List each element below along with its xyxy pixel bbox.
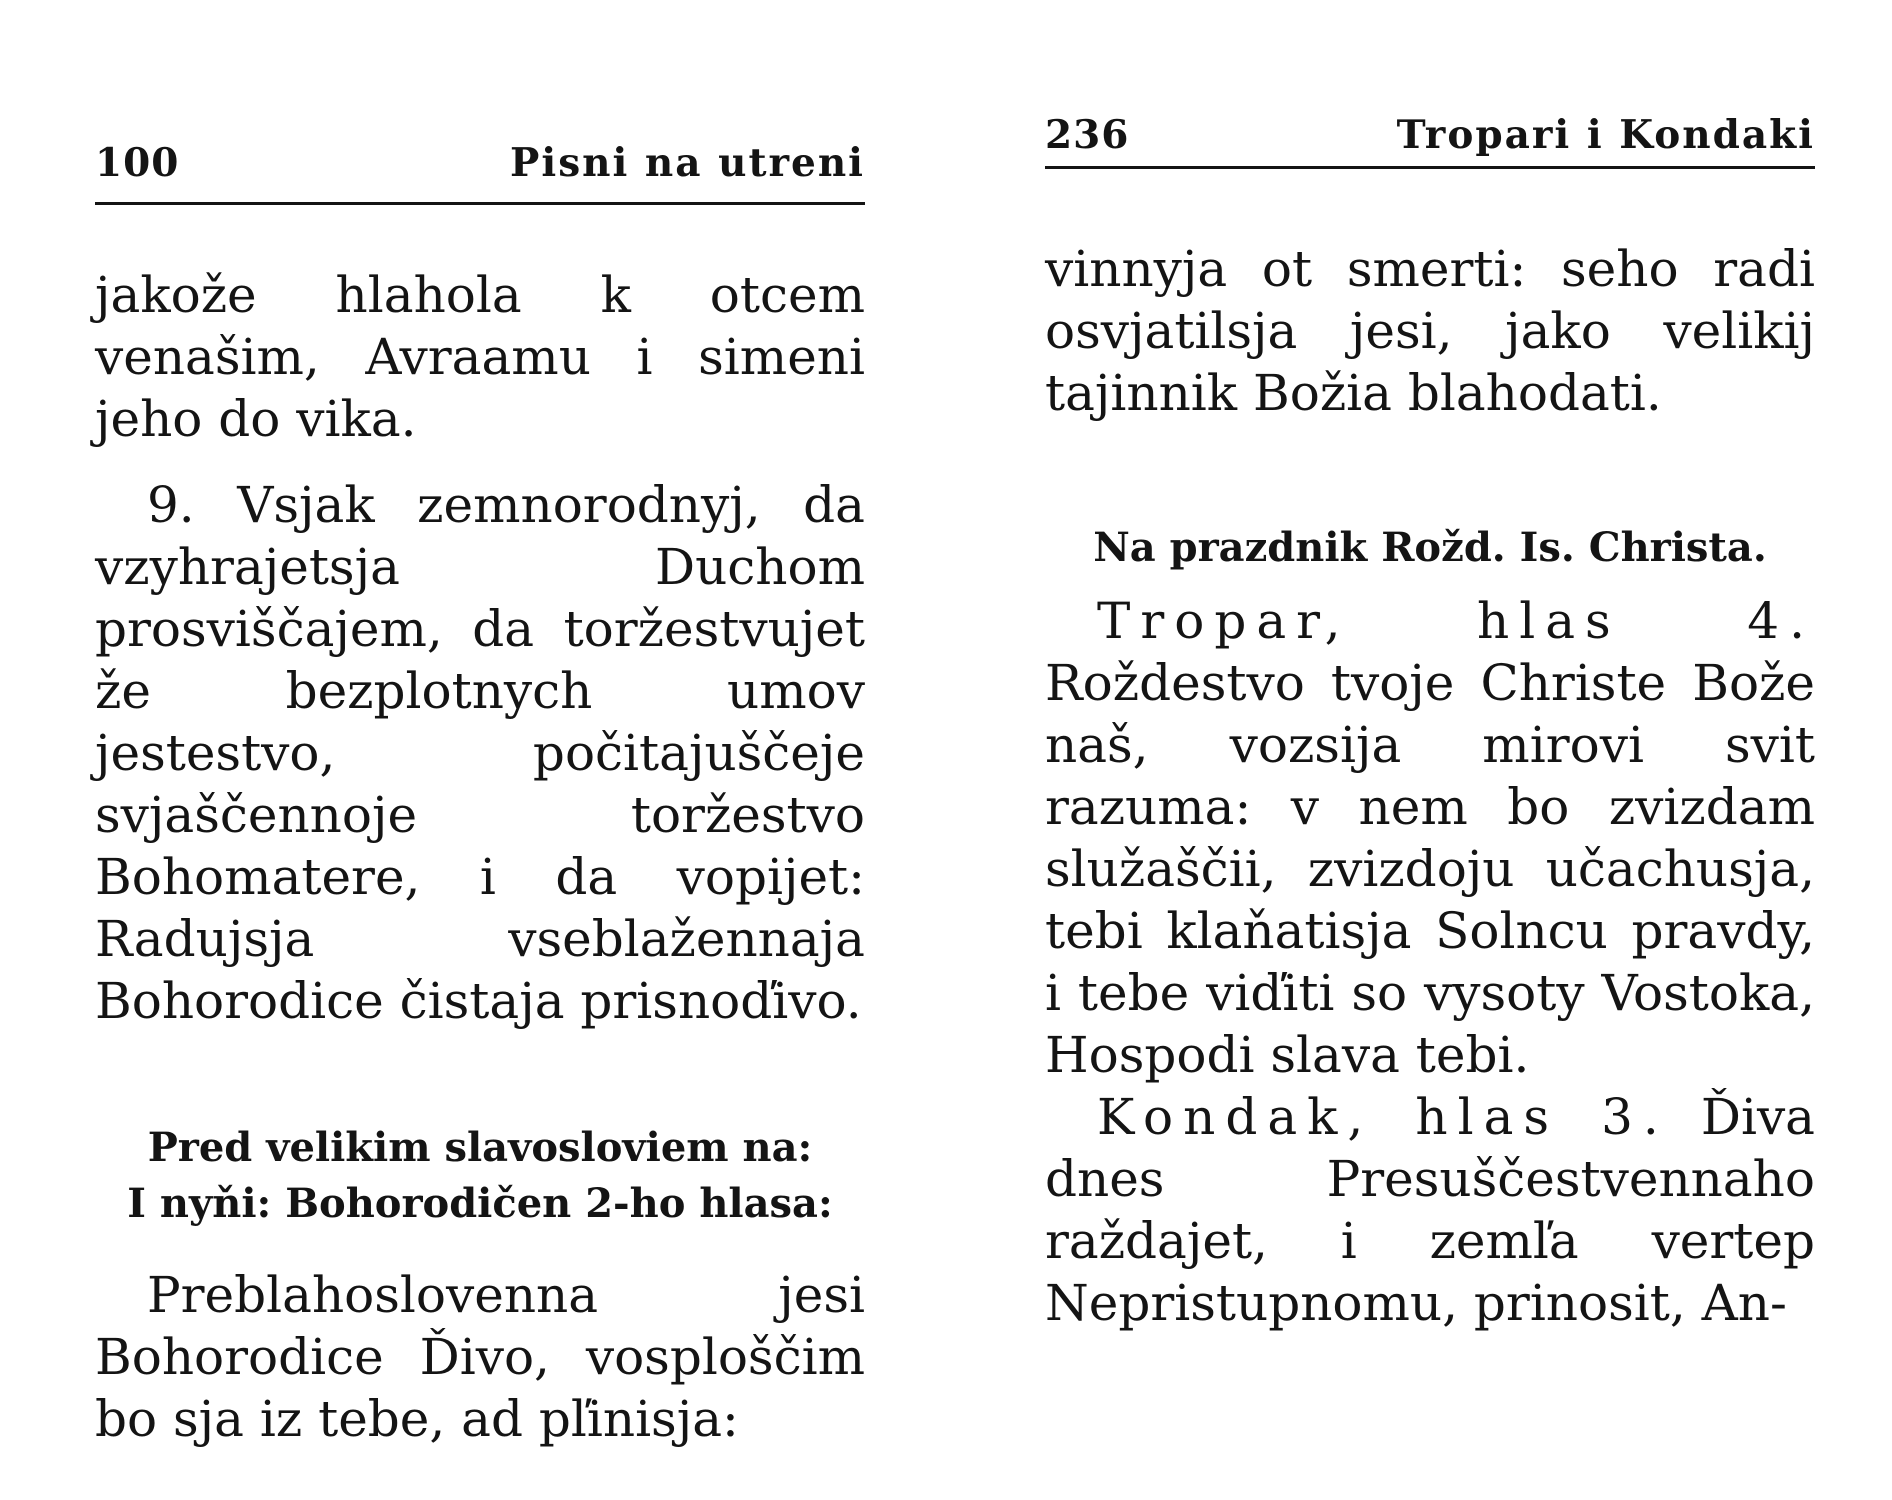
left-page-number: 100 bbox=[95, 140, 180, 186]
left-running-title: Pisni na utreni bbox=[510, 140, 865, 186]
kontakion-label: Kondak, hlas 3. bbox=[1097, 1088, 1669, 1146]
left-paragraph-1-text: jakože hlahola k otcem venašim, Avraamu i simeni jeho do vika. bbox=[95, 266, 865, 448]
troparion-label: Tropar, hlas 4. bbox=[1097, 592, 1815, 650]
left-paragraph-3 bbox=[95, 1264, 865, 1450]
left-header-rule bbox=[95, 202, 865, 205]
right-running-title: Tropari i Kondaki bbox=[1396, 112, 1815, 158]
left-running-head bbox=[95, 140, 865, 186]
kontakion-paragraph bbox=[1045, 1086, 1815, 1334]
right-paragraph-1 bbox=[1045, 238, 1815, 424]
right-page-number: 236 bbox=[1045, 112, 1130, 158]
kontakion-text: Ďiva dnes Presuščestvennaho raždajet, i zemľa vertep Nepristupnomu, prinosit, An- bbox=[1045, 1088, 1815, 1332]
right-paragraph-1-text: vinnyja ot smerti: seho radi osvjatilsja jesi, jako velikij tajinnik Božia blahodati. bbox=[1045, 240, 1815, 422]
left-section-heading bbox=[95, 1120, 865, 1232]
right-header-rule bbox=[1045, 166, 1815, 169]
right-running-head bbox=[1045, 112, 1815, 158]
left-paragraph-2 bbox=[95, 474, 865, 1032]
left-paragraph-3-text: Preblahoslovenna jesi Bohorodice Ďivo, vosploščim bo sja iz tebe, ad pľinisja: bbox=[95, 1266, 865, 1448]
troparion-paragraph bbox=[1045, 590, 1815, 1086]
left-paragraph-2-text: 9. Vsjak zemnorodnyj, da vzyhrajetsja Duchom prosviščajem, da toržestvujet že bezplotnych umov jestestvo, počitajuščeje svjaščennoje toržestvo Bohomatere, i da vopijet: Radujsja vseblažennaja Bohorodice čistaja prisnoďivo. bbox=[95, 476, 865, 1030]
right-section-heading: Na prazdnik Rožd. Is. Christa. bbox=[1093, 524, 1767, 571]
left-paragraph-1 bbox=[95, 264, 865, 450]
left-heading-line-1: Pred velikim slavosloviem na: bbox=[147, 1124, 813, 1171]
left-heading-line-2: I nyňi: Bohorodičen 2-ho hlasa: bbox=[127, 1180, 833, 1227]
right-hymns bbox=[1045, 590, 1815, 1334]
troparion-text: Roždestvo tvoje Christe Bože naš, vozsija mirovi svit razuma: v nem bo zvizdam služaščii, zvizdoju učachusja, tebi klaňatisja Solncu pravdy, i tebe viďiti so vysoty Vostoka, Hospodi slava tebi. bbox=[1045, 654, 1815, 1084]
